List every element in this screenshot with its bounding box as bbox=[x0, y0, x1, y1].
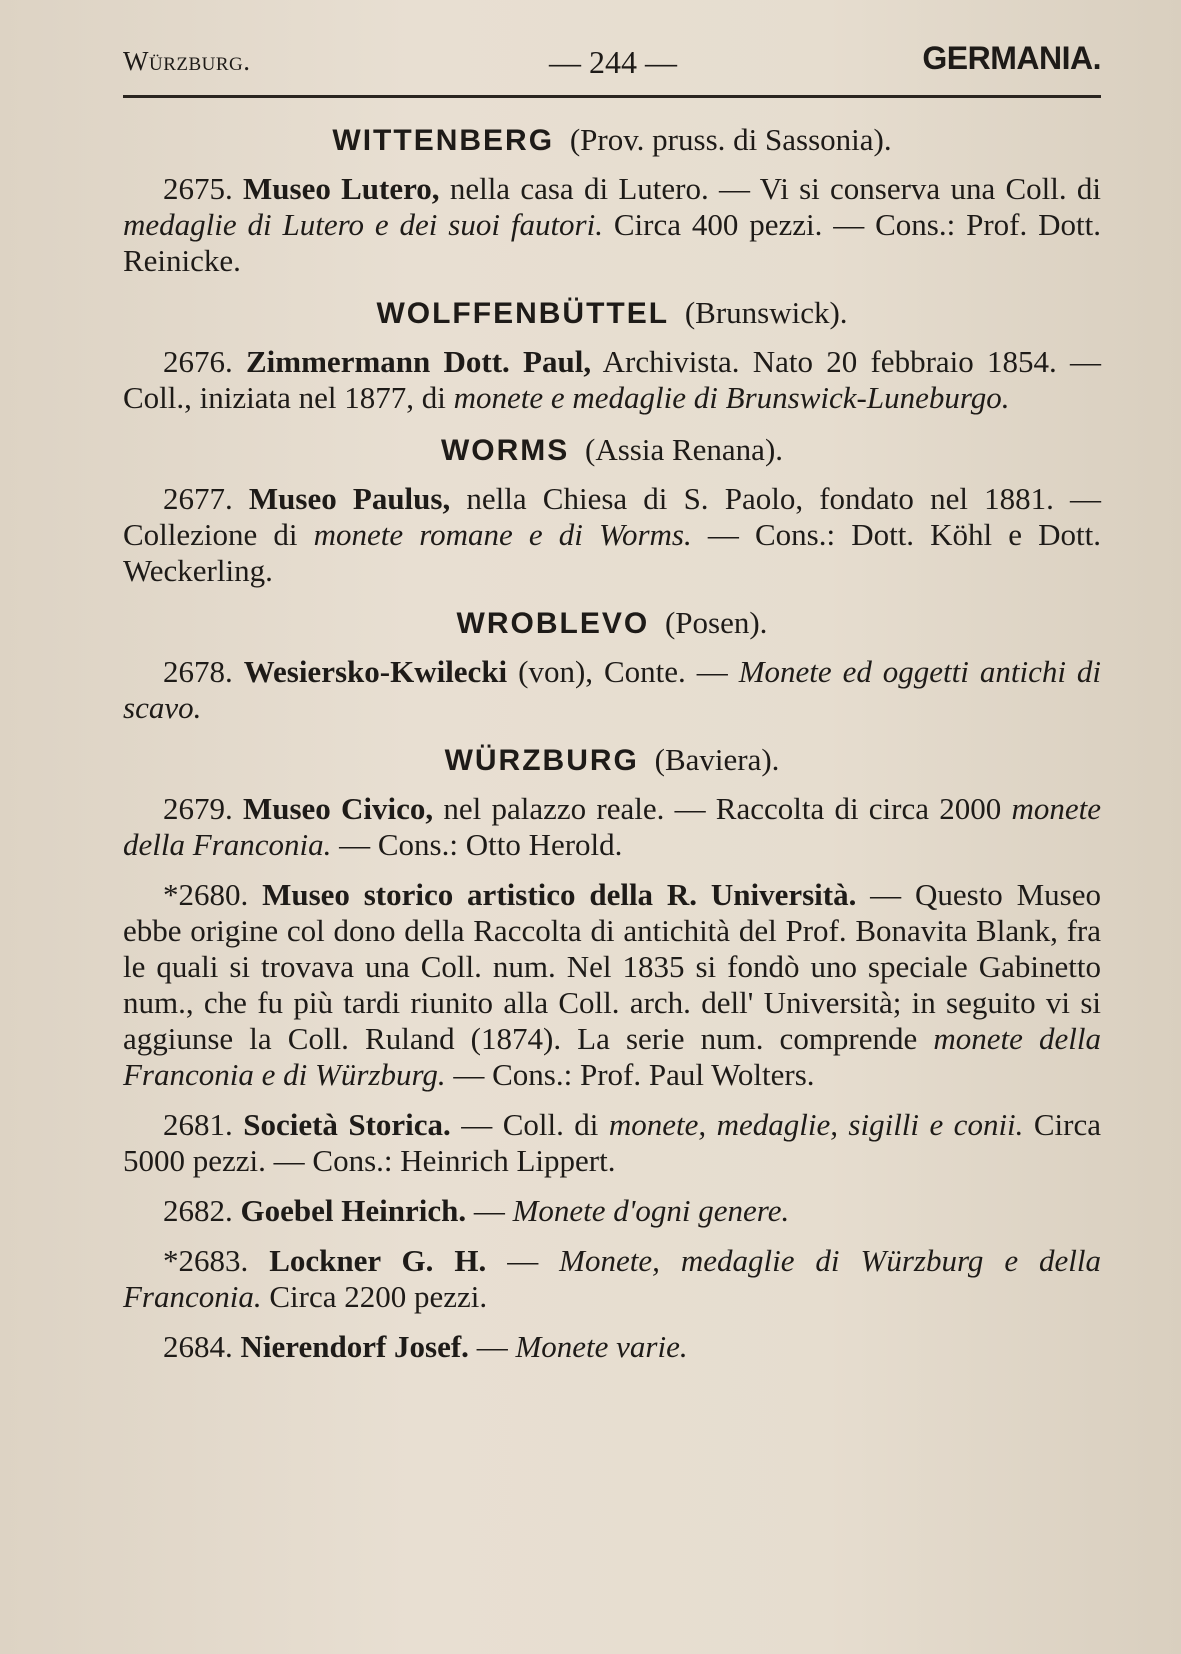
entry-name: Wesiersko-Kwilecki bbox=[243, 654, 508, 689]
entry-text: — Coll. di bbox=[450, 1107, 609, 1142]
entry-name: Museo Civico, bbox=[242, 791, 434, 826]
catalog-entry-2677 bbox=[123, 481, 1101, 589]
entry-name: Nierendorf Josef. bbox=[240, 1329, 469, 1364]
header-country: GERMANIA. bbox=[922, 40, 1101, 76]
catalog-entry-2676 bbox=[123, 344, 1101, 416]
place-region: (Posen). bbox=[664, 605, 768, 640]
entry-text-2: Circa 2200 pezzi. bbox=[261, 1279, 488, 1314]
entry-text: — bbox=[486, 1243, 560, 1278]
catalog-entry-2679 bbox=[123, 791, 1101, 863]
page-body bbox=[123, 120, 1101, 1379]
entry-name: Società Storica. bbox=[243, 1107, 451, 1142]
entry-name: Goebel Heinrich. bbox=[240, 1193, 467, 1228]
entry-text: — bbox=[468, 1329, 516, 1364]
entry-italic: monete della Franconia. bbox=[123, 791, 1102, 862]
catalog-entry-2682 bbox=[123, 1193, 1101, 1229]
place-name: WROBLEVO bbox=[456, 607, 650, 640]
entry-name: Museo Lutero, bbox=[243, 171, 440, 206]
place-heading-wolffenbuttel bbox=[123, 293, 1101, 334]
entry-italic: Monete, medaglie di Würzburg e della Franconia. bbox=[123, 1243, 1102, 1314]
entry-number: 2681. bbox=[163, 1107, 244, 1142]
entry-text-2: — Cons.: Prof. Paul Wolters. bbox=[445, 1057, 815, 1092]
entry-text: Archivista. Nato 20 febbraio 1854. — Coll., iniziata nel 1877, di bbox=[123, 344, 1101, 415]
entry-text: nel palazzo reale. — Raccolta di circa 2000 bbox=[433, 791, 1012, 826]
place-name: WITTENBERG bbox=[332, 124, 555, 157]
entry-italic: Monete d'ogni genere. bbox=[512, 1193, 790, 1228]
place-region: (Prov. pruss. di Sassonia). bbox=[569, 122, 892, 157]
catalog-entry-2675 bbox=[123, 171, 1101, 279]
entry-number: 2682. bbox=[163, 1193, 241, 1228]
running-header bbox=[123, 38, 1101, 88]
entry-text-2: — Cons.: Dott. Köhl e Dott. Weckerling. bbox=[123, 517, 1102, 588]
entry-number: 2684. bbox=[163, 1329, 241, 1364]
entry-number: 2675. bbox=[163, 171, 244, 206]
place-heading-wurzburg bbox=[123, 740, 1101, 781]
place-heading-worms bbox=[123, 430, 1101, 471]
entry-italic: monete della Franconia e di Würzburg. bbox=[123, 1021, 1101, 1092]
entry-number: 2678. bbox=[163, 654, 244, 689]
entry-text: (von), Conte. — bbox=[507, 654, 739, 689]
header-city: Würzburg. bbox=[123, 46, 251, 76]
entry-italic: Monete ed oggetti antichi di scavo. bbox=[123, 654, 1102, 725]
entry-text-2: Circa 5000 pezzi. — Cons.: Heinrich Lippert. bbox=[123, 1107, 1102, 1178]
entry-italic: medaglie di Lutero e dei suoi fautori. bbox=[123, 207, 603, 242]
entry-name: Zimmermann Dott. Paul, bbox=[246, 344, 592, 379]
entry-number: 2676. bbox=[163, 344, 246, 379]
entry-number: *2683. bbox=[163, 1243, 270, 1278]
place-region: (Brunswick). bbox=[684, 295, 848, 330]
entry-text: nella Chiesa di S. Paolo, fondato nel 1881. — Collezione di bbox=[123, 481, 1102, 552]
place-heading-wroblevo bbox=[123, 603, 1101, 644]
catalog-entry-2684 bbox=[123, 1329, 1101, 1365]
entry-italic: monete, medaglie, sigilli e conii. bbox=[608, 1107, 1024, 1142]
entry-italic: monete e medaglie di Brunswick-Luneburgo. bbox=[453, 380, 1010, 415]
entry-number: *2680. bbox=[163, 877, 263, 912]
place-name: WOLFFENBÜTTEL bbox=[376, 297, 670, 330]
place-region: (Assia Renana). bbox=[585, 432, 784, 467]
entry-text: — Questo Museo ebbe origine col dono della Raccolta di antichità del Prof. Bonavita Blank, fra le quali si trovava una Coll. num. Nel 1835 si fondò uno speciale Gabinetto num., che fu più tardi riunito alla Coll. arch. dell' Università; in seguito vi si aggiunse la Coll. Ruland (1874). La serie num. comprende bbox=[123, 877, 1102, 1056]
entry-number: 2677. bbox=[163, 481, 249, 516]
place-region: (Baviera). bbox=[654, 742, 780, 777]
entry-text: — bbox=[466, 1193, 513, 1228]
catalog-entry-2678 bbox=[123, 654, 1101, 726]
catalog-entry-2683 bbox=[123, 1243, 1101, 1315]
entry-name: Museo Paulus, bbox=[248, 481, 451, 516]
place-heading-wittenberg bbox=[123, 120, 1101, 161]
entry-text: nella casa di Lutero. — Vi si conserva una Coll. di bbox=[439, 171, 1101, 206]
entry-name: Lockner G. H. bbox=[269, 1243, 487, 1278]
place-name: WORMS bbox=[440, 434, 570, 467]
entry-text-2: — Cons.: Otto Herold. bbox=[331, 827, 623, 862]
header-rule bbox=[123, 95, 1101, 98]
catalog-entry-2681 bbox=[123, 1107, 1101, 1179]
place-name: WÜRZBURG bbox=[444, 744, 639, 777]
entry-name: Museo storico artistico della R. Università. bbox=[262, 877, 857, 912]
entry-italic: Monete varie. bbox=[515, 1329, 688, 1364]
catalog-entry-2680 bbox=[123, 877, 1101, 1093]
page-number: — 244 — bbox=[549, 44, 677, 80]
entry-number: 2679. bbox=[163, 791, 243, 826]
entry-text-2: Circa 400 pezzi. — Cons.: Prof. Dott. Reinicke. bbox=[123, 207, 1101, 278]
entry-italic: monete romane e di Worms. bbox=[313, 517, 692, 552]
